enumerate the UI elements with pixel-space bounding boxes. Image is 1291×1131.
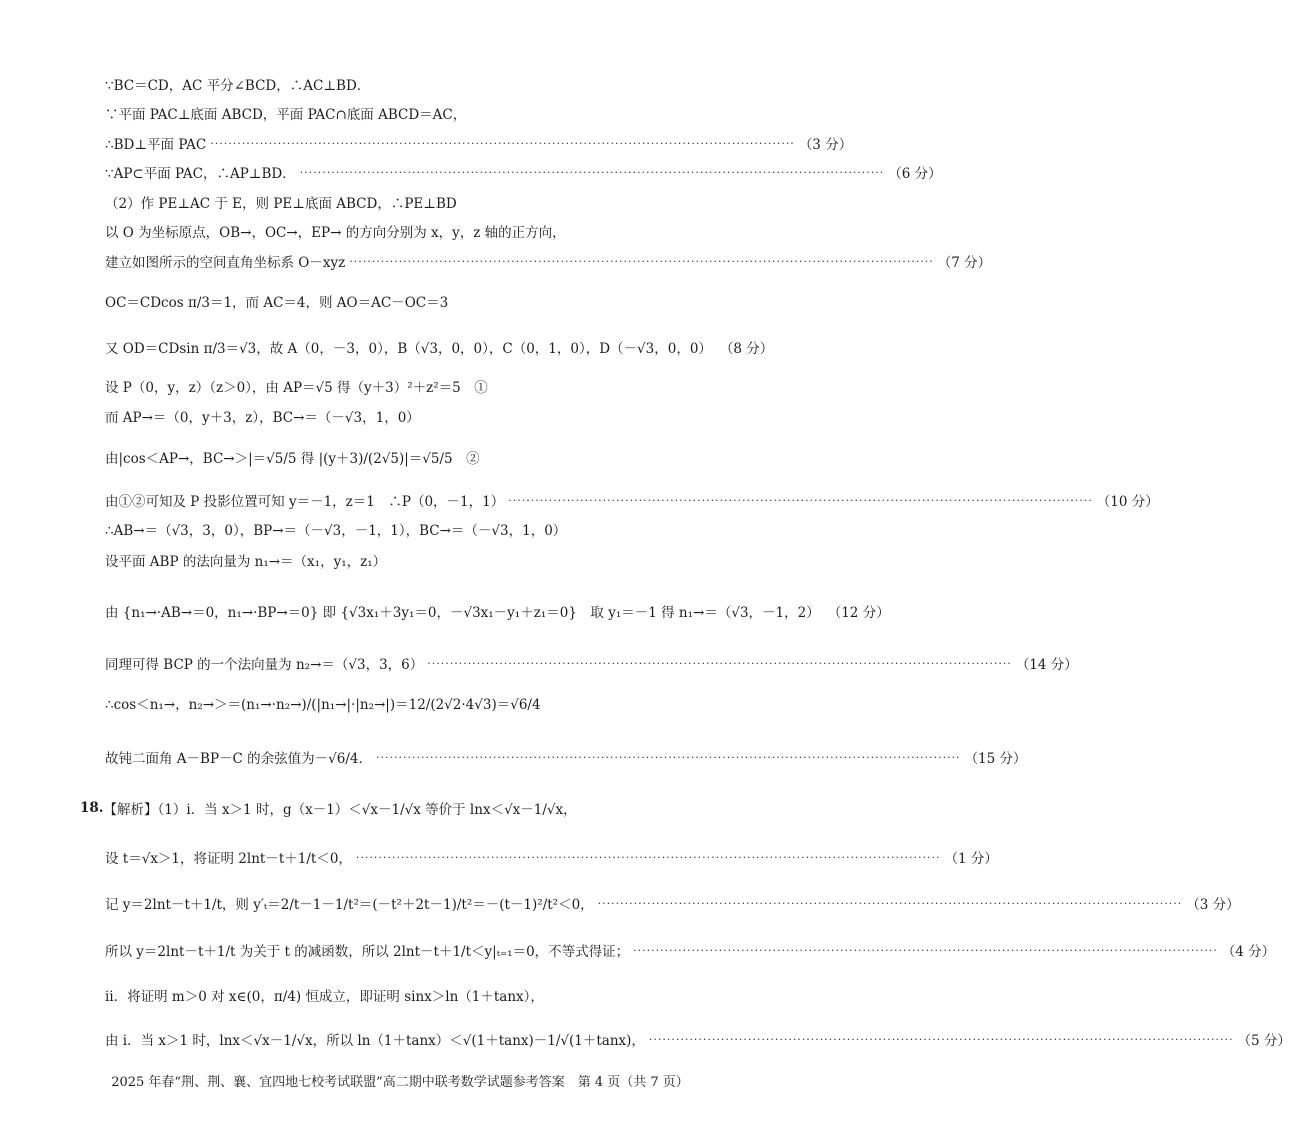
leader-dots: ·································································································································· [597,896,1183,910]
solution-line: 所以 y＝2lnt－t＋1/t 为关于 t 的减函数，所以 2lnt－t＋1/t＜y|ₜ₌₁＝0，不等式得证； ·································································································································· （4 分） [105,940,715,960]
leader-dots: ·································································································································· [355,850,941,864]
solution-line: 由 ⅰ．当 x＞1 时，lnx＜√x－1/√x，所以 ln（1＋tanx）＜√(1＋tanx)－1/√(1＋tanx)， ·································································································································· （5 分） [105,1029,715,1049]
score-label: （14 分） [1015,657,1078,673]
score-label: （15 分） [964,751,1027,767]
score-label: （1 分） [944,851,998,867]
solution-line: （2）作 PE⊥AC 于 E，则 PE⊥底面 ABCD，∴PE⊥BD [105,196,457,212]
leader-dots: ·································································································································· [633,943,1218,957]
leader-dots: ·································································································································· [648,1032,1234,1046]
problem-number: 18. [80,800,104,816]
score-label: （7 分） [937,255,992,271]
solution-line: 18. 【解析】（1）ⅰ．当 x＞1 时，g（x－1）＜√x－1/√x 等价于 lnx＜√x－1/√x， [80,800,577,818]
solution-line: 由①②可知及 P 投影位置可知 y＝－1，z＝1 ∴P（0，－1，1） ·································································································································· （10 分） [105,490,715,510]
leader-dots: ·································································································································· [299,165,885,179]
leader-dots: ·································································································································· [508,493,1093,507]
solution-line: 同理可得 BCP 的一个法向量为 n₂→＝（√3，3，6） ·································································································································· （14 分） [105,653,715,673]
solution-line: 故钝二面角 A－BP－C 的余弦值为－√6/4． ·································································································································· （15 分） [105,747,715,767]
score-label: （3 分） [798,137,853,153]
solution-line: ∴AB→＝（√3，3，0），BP→＝（－√3，－1，1），BC→＝（－√3，1，0） [105,523,567,539]
leader-dots: ·································································································································· [376,750,961,764]
score-label: （10 分） [1096,494,1159,510]
solution-line: 设 P（0，y，z）（z＞0），由 AP＝√5 得（y＋3）²＋z²＝5 ① [105,380,488,396]
solution-line: ⅱ．将证明 m＞0 对 x∈(0，π/4) 恒成立，即证明 sinx＞ln（1＋tanx）， [105,989,544,1005]
solution-line: 又 OD＝CDsin π/3＝√3，故 A（0，－3，0），B（√3，0，0），C（0，1，0），D（－√3，0，0） （8 分） [105,337,715,357]
solution-line: ∴cos＜n₁→，n₂→＞＝(n₁→·n₂→)/(|n₁→|·|n₂→|)＝12/(2√2·4√3)＝√6/4 [105,697,541,713]
score-label: （5 分） [1237,1033,1291,1049]
solution-line: ∵平面 PAC⊥底面 ABCD，平面 PAC∩底面 ABCD＝AC， [105,107,467,123]
solution-line: 设平面 ABP 的法向量为 n₁→＝（x₁，y₁，z₁） [105,554,387,570]
page-footer: 2025 年春“荆、荆、襄、宜四地七校考试联盟”高二期中联考数学试题参考答案 第 4 页（共 7 页） [111,1075,689,1090]
solution-line: 记 y＝2lnt－t＋1/t，则 y′ₜ＝2/t－1－1/t²＝(－t²＋2t－1)/t²＝－(t－1)²/t²＜0， ·································································································································· （3 分） [105,893,715,913]
solution-line: ∵BC＝CD，AC 平分∠BCD，∴AC⊥BD． [105,78,371,94]
solution-line: OC＝CDcos π/3＝1，而 AC＝4，则 AO＝AC－OC＝3 [105,295,449,311]
score-label: （8 分） [719,341,774,357]
solution-line: ∴BD⊥平面 PAC ·································································································································· （3 分） [105,133,715,153]
leader-dots: ·································································································································· [210,136,795,150]
solution-line: 设 t＝√x＞1，将证明 2lnt－t＋1/t＜0， ·································································································································· （1 分） [105,847,715,867]
leader-dots: ·································································································································· [349,254,934,268]
solution-line: 由 {n₁→·AB→＝0，n₁→·BP→＝0} 即 {√3x₁＋3y₁＝0，－√3x₁－y₁＋z₁＝0} 取 y₁＝－1 得 n₁→＝（√3，－1，2） （12 分） [105,601,715,621]
score-label: （3 分） [1186,897,1240,913]
solution-line: 建立如图所示的空间直角坐标系 O－xyz ·································································································································· （7 分） [105,251,715,271]
score-label: （12 分） [827,605,890,621]
solution-line: 而 AP→＝（0，y＋3，z），BC→＝（－√3，1，0） [105,410,420,426]
leader-dots: ·································································································································· [427,656,1012,670]
score-label: （4 分） [1221,944,1276,960]
solution-line: ∵AP⊂平面 PAC，∴AP⊥BD． ·································································································································· （6 分） [105,162,715,182]
solution-line: 以 O 为坐标原点，OB→，OC→，EP→ 的方向分别为 x，y，z 轴的正方向， [105,225,566,241]
solution-line: 由|cos＜AP→，BC→＞|＝√5/5 得 |(y＋3)/(2√5)|＝√5/5 ② [105,451,480,467]
score-label: （6 分） [888,166,942,182]
